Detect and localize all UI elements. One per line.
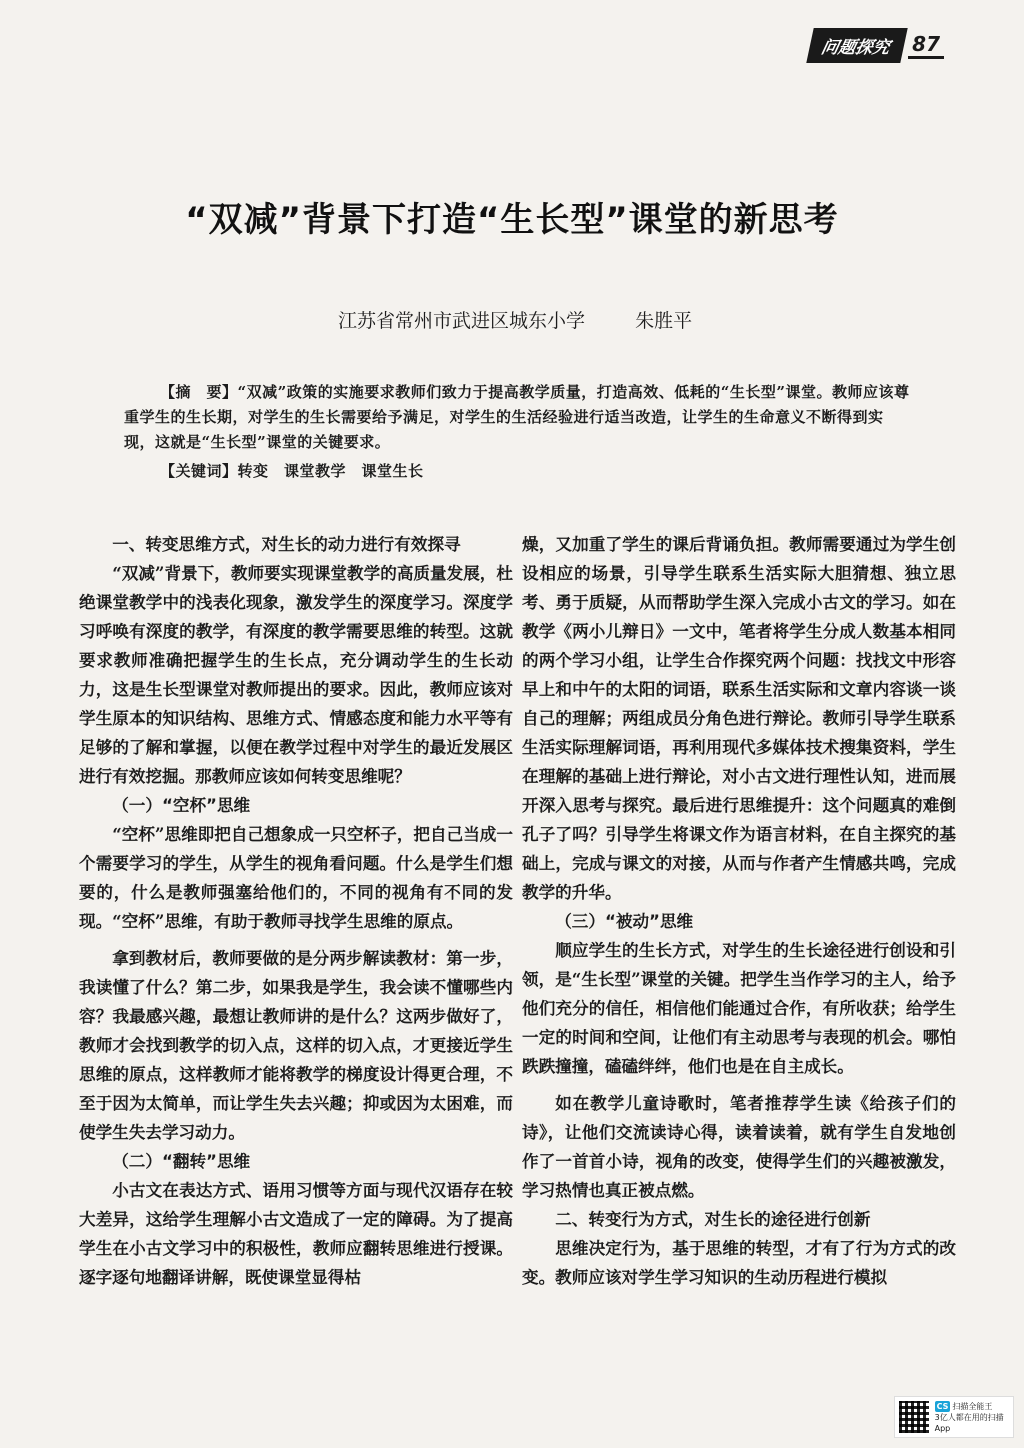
keywords-label: 【关键词】: [160, 462, 238, 480]
paragraph: 思维决定行为，基于思维的转型，才有了行为方式的改变。教师应该对学生学习知识的生动历程进行模拟: [522, 1238, 956, 1287]
abstract-block: [124, 380, 914, 484]
paragraph: 小古文在表达方式、语用习惯等方面与现代汉语存在较大差异，这给学生理解小古文造成了一定的障碍。为了提高学生在小古文学习中的积极性，教师应翻转思维进行授课。逐字逐句地翻译讲解，既使课堂显得枯: [79, 1180, 513, 1287]
paragraph: “双减”背景下，教师要实现课堂教学的高质量发展，杜绝课堂教学中的浅表化现象，激发学生的深度学习。深度学习呼唤有深度的教学，有深度的教学需要思维的转型。这就要求教师准确把握学生的生长点，充分调动学生的生长动力，这是生长型课堂对教师提出的要求。因此，教师应该对学生原本的知识结构、思维方式、情感态度和能力水平等有足够的了解和掌握，以便在教学过程中对学生的最近发展区进行有效挖掘。那教师应该如何转变思维呢？: [79, 563, 513, 786]
keywords-text: 转变 课堂教学 课堂生长: [237, 462, 424, 480]
paragraph: 如在教学儿童诗歌时，笔者推荐学生读《给孩子们的诗》，让他们交流读诗心得，读着读着，就有学生自发地创作了一首首小诗，视角的改变，使得学生们的兴趣被激发，学习热情也真正被点燃。: [522, 1093, 956, 1200]
byline: [338, 306, 692, 333]
section-tag: 问题探究: [806, 28, 907, 63]
abstract-label: 【摘 要】: [160, 383, 238, 401]
scanner-watermark: [894, 1396, 1014, 1438]
cs-logo: CS: [936, 1401, 949, 1411]
qr-code-icon: [899, 1401, 929, 1433]
subheading-empty-cup: （一）“空杯”思维: [112, 796, 251, 815]
keywords-paragraph: [124, 459, 914, 484]
section-heading-1: 一、转变思维方式，对生长的动力进行有效探寻: [112, 535, 461, 554]
paragraph: 拿到教材后，教师要做的是分两步解读教材：第一步，我读懂了什么？第二步，如果我是学生，我会读不懂哪些内容？我最感兴趣，最想让教师讲的是什么？这两步做好了，教师才会找到教学的切入点，这样的切入点，才更接近学生思维的原点，这样教师才能将教学的梯度设计得更合理，不至于因为太简单，而让学生失去兴趣；抑或因为太困难，而使学生失去学习动力。: [79, 948, 513, 1142]
scanner-tagline: 3亿人都在用的扫描App: [934, 1412, 1004, 1433]
article-title: “双减”背景下打造“生长型”课堂的新思考: [185, 200, 839, 240]
abstract-text: “双减”政策的实施要求教师们致力于提高教学质量，打造高效、低耗的“生长型”课堂。教师应该尊重学生的生长期，对学生的生长需要给予满足，对学生的生活经验进行适当改造，让学生的生命意义不断得到实现，这就是“生长型”课堂的关键要求。: [124, 383, 910, 451]
abstract-paragraph: [124, 380, 914, 455]
paragraph: 燥，又加重了学生的课后背诵负担。教师需要通过为学生创设相应的场景，引导学生联系生活实际大胆猜想、独立思考、勇于质疑，从而帮助学生深入完成小古文的学习。如在教学《两小儿辩日》一文中，笔者将学生分成人数基本相同的两个学习小组，让学生合作探究两个问题：找找文中形容早上和中午的太阳的词语，联系生活实际和文章内容谈一谈自己的理解；两组成员分角色进行辩论。教师引导学生联系生活实际理解词语，再利用现代多媒体技术搜集资料，学生在理解的基础上进行辩论，对小古文进行理性认知，进而展开深入思考与探究。最后进行思维提升：这个问题真的难倒孔子了吗？引导学生将课文作为语言材料，在自主探究的基础上，完成与课文的对接，从而与作者产生情感共鸣，完成教学的升华。: [522, 534, 956, 902]
left-column: [79, 530, 513, 1292]
scanner-name: 扫描全能王: [952, 1401, 993, 1411]
author: 朱胜平: [635, 310, 693, 332]
paragraph: “空杯”思维即把自己想象成一只空杯子，把自己当成一个需要学习的学生，从学生的视角看问题。什么是学生们想要的，什么是教师强塞给他们的，不同的视角有不同的发现。“空杯”思维，有助于教师寻找学生思维的原点。: [79, 824, 513, 931]
subheading-passive: （三）“被动”思维: [555, 912, 694, 931]
subheading-flip: （二）“翻转”思维: [112, 1152, 251, 1171]
right-column: [522, 530, 956, 1292]
section-heading-2: 二、转变行为方式，对生长的途径进行创新: [555, 1210, 871, 1229]
affiliation: 江苏省常州市武进区城东小学: [338, 310, 586, 332]
page-number: 87: [908, 32, 944, 59]
paragraph: 顺应学生的生长方式，对学生的生长途径进行创设和引领，是“生长型”课堂的关键。把学生当作学习的主人，给予他们充分的信任，相信他们能通过合作，有所收获；给学生一定的时间和空间，让他们有主动思考与表现的机会。哪怕跌跌撞撞，磕磕绊绊，他们也是在自主成长。: [522, 940, 956, 1076]
running-header: [810, 28, 944, 62]
